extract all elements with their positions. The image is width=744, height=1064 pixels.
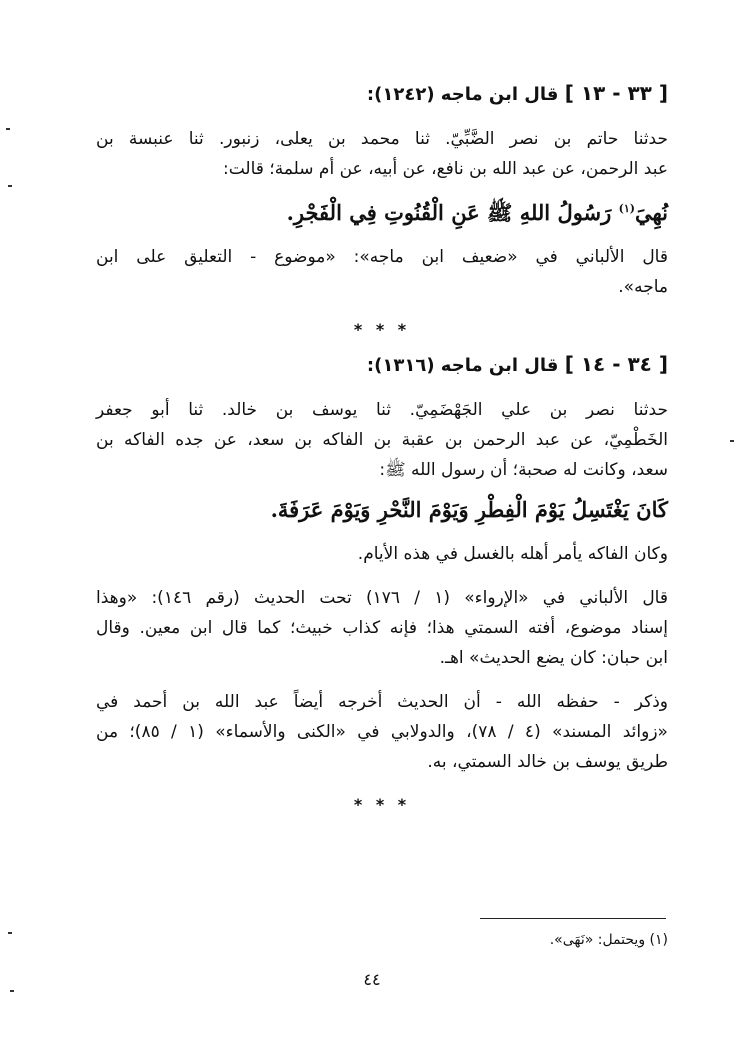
footnote-rule [480,918,666,919]
matn-rest: رَسُولُ اللهِ ﷺ عَنِ الْقُنُوتِ فِي الْفَجْرِ. [286,200,612,225]
hadith-matn: كَانَ يَغْتَسِلُ يَوْمَ الْفِطْرِ وَيَوْمَ النَّحْرِ وَيَوْمَ عَرَفَةَ. [270,497,668,522]
hadith-heading [96,78,668,110]
section-separator: * * * [353,320,411,339]
section-separator: * * * [353,795,411,814]
hadith-heading [96,349,668,381]
takhrij-line: وذكر - حفظه الله - أن الحديث أخرجه أيضاً عبد الله بن أحمد في [96,692,668,712]
page-number: ٤٤ [363,970,381,989]
matn-start: نُهِيَ [634,200,668,225]
hadith-source: قال ابن ماجه (١٣١٦): [366,355,559,376]
isnad-line: الخَطْمِيّ، عن عبد الرحمن بن عقبة بن الفاكه بن سعد، عن جده الفاكه بن [96,430,668,450]
scan-speck [8,932,12,934]
scan-speck [8,185,12,187]
scan-speck [730,440,734,442]
albani-comment: إسناد موضوع، أفته السمتي هذا؛ فإنه كذاب خبيث؛ كما قال ابن معين. وقال [96,618,668,638]
isnad-line: حدثنا نصر بن علي الجَهْضَمِيّ. ثنا يوسف بن خالد. ثنا أبو جعفر [96,400,668,420]
isnad-line: سعد، وكانت له صحبة؛ أن رسول الله ﷺ: [379,460,668,480]
albani-comment: ماجه». [618,277,668,297]
scan-speck [6,128,10,130]
hadith-note: وكان الفاكه يأمر أهله بالغسل في هذه الأيام. [357,544,668,564]
albani-comment: قال الألباني في «الإرواء» (١ / ١٧٦) تحت الحديث (رقم ١٤٦): «وهذا [96,588,668,608]
isnad-line: حدثنا حاتم بن نصر الضَّبِّيّ. ثنا محمد بن يعلى، زنبور. ثنا عنبسة بن [96,129,668,149]
hadith-source: قال ابن ماجه (١٢٤٢): [366,84,559,105]
footnote: (١) ويحتمل: «نَهَى». [549,932,668,948]
hadith-matn [96,192,668,230]
scan-speck [10,990,14,992]
hadith-number: [ ٣٣ - ١٣ ] [564,81,668,105]
albani-comment: ابن حبان: كان يضع الحديث» اهـ. [439,648,668,668]
page-body [96,70,668,824]
hadith-number: [ ٣٤ - ١٤ ] [564,352,668,376]
takhrij-line: طريق يوسف بن خالد السمتي، به. [427,752,668,772]
albani-comment: قال الألباني في «ضعيف ابن ماجه»: «موضوع - التعليق على ابن [96,247,668,267]
isnad-line: عبد الرحمن، عن عبد الله بن نافع، عن أبيه، عن أم سلمة؛ قالت: [223,159,668,179]
takhrij-line: «زوائد المسند» (٤ / ٧٨)، والدولابي في «الكنى والأسماء» (١ / ٨٥)؛ من [96,722,668,742]
footnote-ref: (١) [618,202,635,215]
